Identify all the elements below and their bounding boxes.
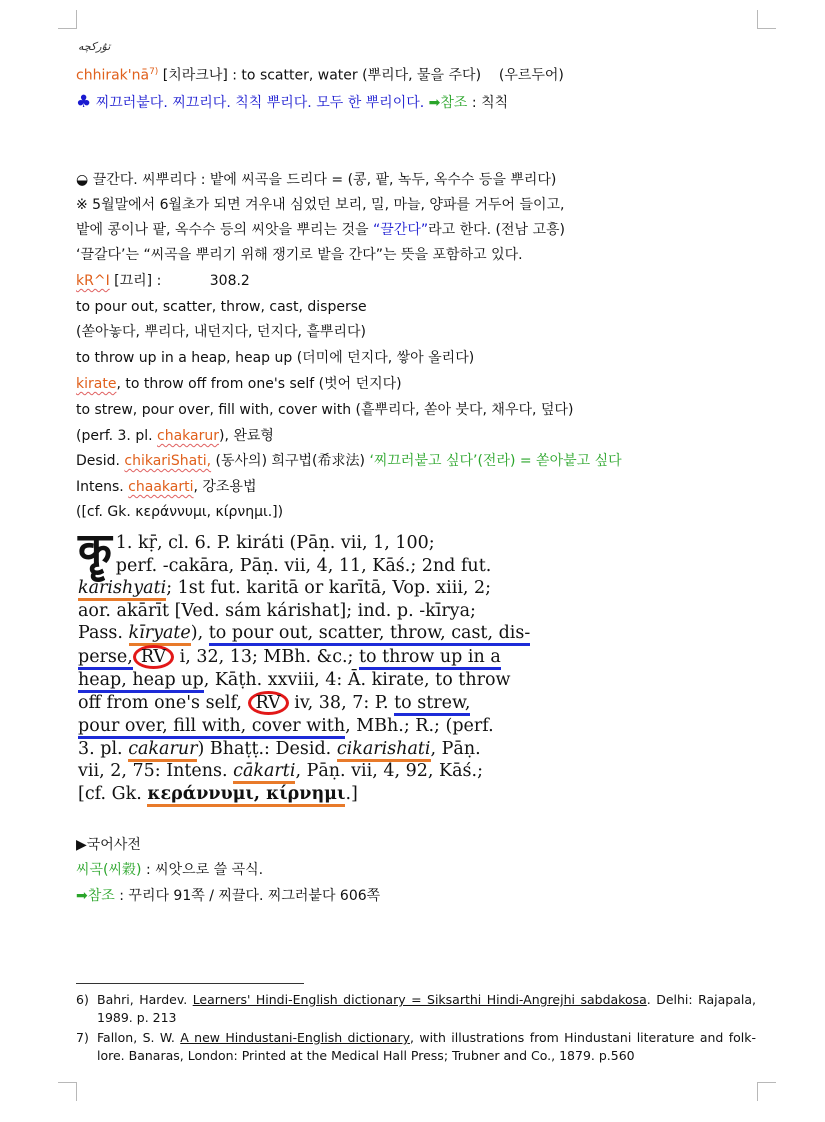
entry1-language: (우르두어) <box>498 67 564 84</box>
crop-mark-bottom-right <box>757 1082 776 1101</box>
footnote-ref-7[interactable]: 7) <box>149 67 159 77</box>
entry2-def1: to pour out, scatter, throw, cast, disperse <box>76 299 367 315</box>
scan-line-7 <box>78 669 524 692</box>
perf-b: ), 완료형 <box>219 428 274 444</box>
entry2-perf <box>76 427 274 445</box>
footnote-7-body <box>97 1029 756 1065</box>
entry2-head <box>76 272 250 290</box>
scan-l8-b: iv, 38, 7: P. <box>288 693 395 713</box>
korean-ref-value: : 꾸리다 91쪽 / 찌끌다. 찌그러붙다 606쪽 <box>114 888 381 904</box>
ref-value: : 칙칙 <box>471 95 509 111</box>
scan-l9-b: , MBh.; R.; (perf. <box>345 716 494 736</box>
devanagari-headword: कॄ <box>78 524 112 575</box>
section2-line3 <box>76 221 565 239</box>
arrow-right-icon: ➡ <box>428 95 441 111</box>
section2-line1 <box>76 171 556 189</box>
desid-ko: (동사의) 희구법(希求法) <box>211 453 370 469</box>
scan-l10-a: 3. pl. <box>78 738 129 759</box>
entry2-intens <box>76 478 256 496</box>
scan-line-9 <box>78 715 524 738</box>
dictionary-scan-image <box>78 524 531 804</box>
club-icon: ♣ <box>76 92 92 112</box>
script-mark: ﺗﯘﺭﻛﭽﻪ <box>78 40 111 53</box>
section2-quote: “끌간다” <box>373 222 429 238</box>
scan-cakarti: cākarti <box>233 761 295 784</box>
scan-l8-a: off from one's self, <box>78 693 248 713</box>
entry2-def2: to throw up in a heap, heap up (더미에 던지다, 쌓아 올리다) <box>76 350 475 366</box>
crop-mark-top-left <box>58 10 77 29</box>
scan-def-pour-out: to pour out, scatter, throw, cast, dis- <box>209 623 531 646</box>
footnote-7-publisher: , with illustrations from Hindustani literature and folk-lore. Banaras, London: Printed at the Medical Hall Press; Trubner and Co., 1879. p.560 <box>97 1030 757 1063</box>
section2-line4: ‘끌갈다’는 “씨곡을 뿌리기 위해 쟁기로 밭을 간다”는 뜻을 포함하고 있다. <box>76 247 523 263</box>
scan-karishyati: karishyati <box>78 578 166 601</box>
entry2-bracket: [끄리] : <box>114 273 162 289</box>
entry1-bracket: [치라크나] <box>162 67 228 84</box>
entry2-desid <box>76 452 622 470</box>
footnote-7-number: 7) <box>76 1030 89 1045</box>
scan-line-12 <box>78 783 524 806</box>
entry2-greek: ([cf. Gk. κεράννυμι, κίρνημι.]) <box>76 504 284 520</box>
ref-label: 참조 <box>440 95 468 111</box>
entry2-headword: kR^I <box>76 273 110 289</box>
scan-l5-b: ), <box>190 623 209 643</box>
scan-def-throw-up: to throw up in a <box>359 647 501 670</box>
scan-def-heap: heap, heap up <box>78 670 204 693</box>
scan-line-1 <box>78 532 524 555</box>
footnote-6-title: Learners' Hindi-English dictionary = Siksarthi Hindi-Angrejhi sabdakosa <box>192 992 647 1007</box>
entry2-def3: to strew, pour over, fill with, cover with (흩뿌리다, 쏟아 붓다, 채우다, 덮다) <box>76 402 574 418</box>
entry2-def1-ko: (쏟아놓다, 뿌리다, 내던지다, 던지다, 흩뿌리다) <box>76 324 366 340</box>
rv-circle-annotation: RV <box>133 645 174 669</box>
section2-line2: ※ 5월말에서 6월초가 되면 겨우내 심었던 보리, 밀, 마늘, 양파를 거두어 들이고, <box>76 197 565 213</box>
desid-label: Desid. <box>76 453 125 469</box>
scan-line-10 <box>78 738 524 761</box>
crop-mark-top-right <box>757 10 776 29</box>
entry1-headword[interactable]: chhirak'nā <box>76 67 150 84</box>
scan-cakarur: cakarur <box>128 739 197 762</box>
scan-def-perse: perse, <box>78 647 133 670</box>
crop-mark-bottom-left <box>58 1082 77 1101</box>
kirate-word: kirate <box>76 376 117 392</box>
related-text: 찌끄러붙다. 찌끄리다. 칙칙 뿌리다. 모두 한 뿌리이다. <box>95 95 425 111</box>
entry1-related <box>76 93 508 112</box>
entry1-definition: : to scatter, water (뿌리다, 물을 주다) <box>232 67 482 84</box>
footnote-6-body <box>97 991 756 1027</box>
scan-line-5 <box>78 622 531 645</box>
arrow-right-icon-2: ➡ <box>76 888 88 904</box>
rv-circle-annotation-2: RV <box>248 691 289 715</box>
scan-l1-text: 1. kṝ, cl. 6. P. kiráti (Pāṇ. vii, 1, 100; <box>115 533 435 553</box>
korean-term: 씨곡(씨穀) <box>76 862 142 878</box>
scan-greek: κεράννυμι, κίρνημι <box>147 784 345 807</box>
perf-word: chakarur <box>157 428 219 444</box>
scan-cikarishati: cikarishati <box>337 739 431 762</box>
footnote-7 <box>76 1029 756 1065</box>
footnote-7-title: A new Hindustani-English dictionary <box>180 1030 410 1045</box>
scan-l6-b: i, 32, 13; MBh. &c.; <box>174 646 360 667</box>
scan-line-8 <box>78 691 524 715</box>
intens-word: chaakarti <box>128 479 194 495</box>
scan-l3-rest: ; 1st fut. karitā or karītā, Vop. xiii, 2; <box>166 578 492 598</box>
scan-kiryate: kīryate <box>129 623 191 646</box>
scan-line-3 <box>78 577 524 600</box>
intens-label: Intens. <box>76 479 129 495</box>
scan-l7-b: , Kāṭh. xxviii, 4: Ā. kirate, to throw <box>203 669 511 690</box>
scan-l10-c: , Pāṇ. <box>430 738 481 759</box>
scan-l12-b: .] <box>345 783 358 804</box>
korean-ref-label: 참조 <box>87 888 115 904</box>
korean-term-def: : 씨앗으로 쓸 곡식. <box>141 862 264 878</box>
scan-l11-b: , Pāṇ. vii, 4, 92, Kāś.; <box>295 761 483 781</box>
korean-dict-ref-line <box>76 887 380 905</box>
footnote-6 <box>76 991 756 1027</box>
scan-line-11 <box>78 760 524 783</box>
desid-word: chikariShati, <box>124 453 212 469</box>
perf-a: (perf. 3. pl. <box>76 428 158 444</box>
scan-def-strew: to strew, <box>394 693 470 716</box>
footnote-7-author: Fallon, S. W. <box>97 1030 181 1045</box>
footnote-6-publisher: . Delhi: Rajapala, 1989. p. 213 <box>97 992 756 1025</box>
korean-dict-term-line <box>76 861 263 879</box>
section2-text1: 끌간다. 씨뿌리다 : 밭에 씨곡을 드리다 = (콩, 팥, 녹두, 옥수수 등을 뿌리다) <box>92 172 557 188</box>
intens-ko: , 강조용법 <box>193 479 257 495</box>
entry1-line <box>76 63 564 85</box>
scan-l11-a: vii, 2, 75: Intens. <box>78 761 234 781</box>
scan-def-pour-over: pour over, fill with, cover with <box>78 716 345 739</box>
half-circle-icon: ◒ <box>76 172 89 188</box>
scan-line-4 <box>78 600 524 623</box>
kirate-def: , to throw off from one's self (벗어 던지다) <box>116 376 402 392</box>
scan-l2-text: perf. -cakāra, Pāṇ. vii, 4, 11, Kāś.; 2nd fut. <box>115 555 492 576</box>
korean-dict-heading: ▶국어사전 <box>76 837 141 853</box>
footnote-6-number: 6) <box>76 992 89 1007</box>
footnote-separator <box>76 983 304 984</box>
section2-text3b: 라고 한다. (전남 고흥) <box>428 222 566 238</box>
section2-text3a: 밭에 콩이나 팥, 옥수수 등의 씨앗을 뿌리는 것을 <box>76 222 374 238</box>
entry2-page: 308.2 <box>209 273 250 289</box>
scan-l5-a: Pass. <box>78 623 129 643</box>
scan-l12-a: [cf. Gk. <box>78 783 148 804</box>
scan-line-6 <box>78 645 524 669</box>
scan-line-2 <box>78 555 524 578</box>
scan-l4-text: aor. akārīt [Ved. sám kárishat]; ind. p. -kīrya; <box>78 600 476 621</box>
desid-green: ‘찌끄러붙고 싶다’(전라) = 쏟아붙고 싶다 <box>369 453 622 469</box>
footnote-6-author: Bahri, Hardev. <box>97 992 193 1007</box>
scan-l10-b: ) Bhaṭṭ.: Desid. <box>197 738 337 759</box>
entry2-kirate <box>76 375 402 393</box>
